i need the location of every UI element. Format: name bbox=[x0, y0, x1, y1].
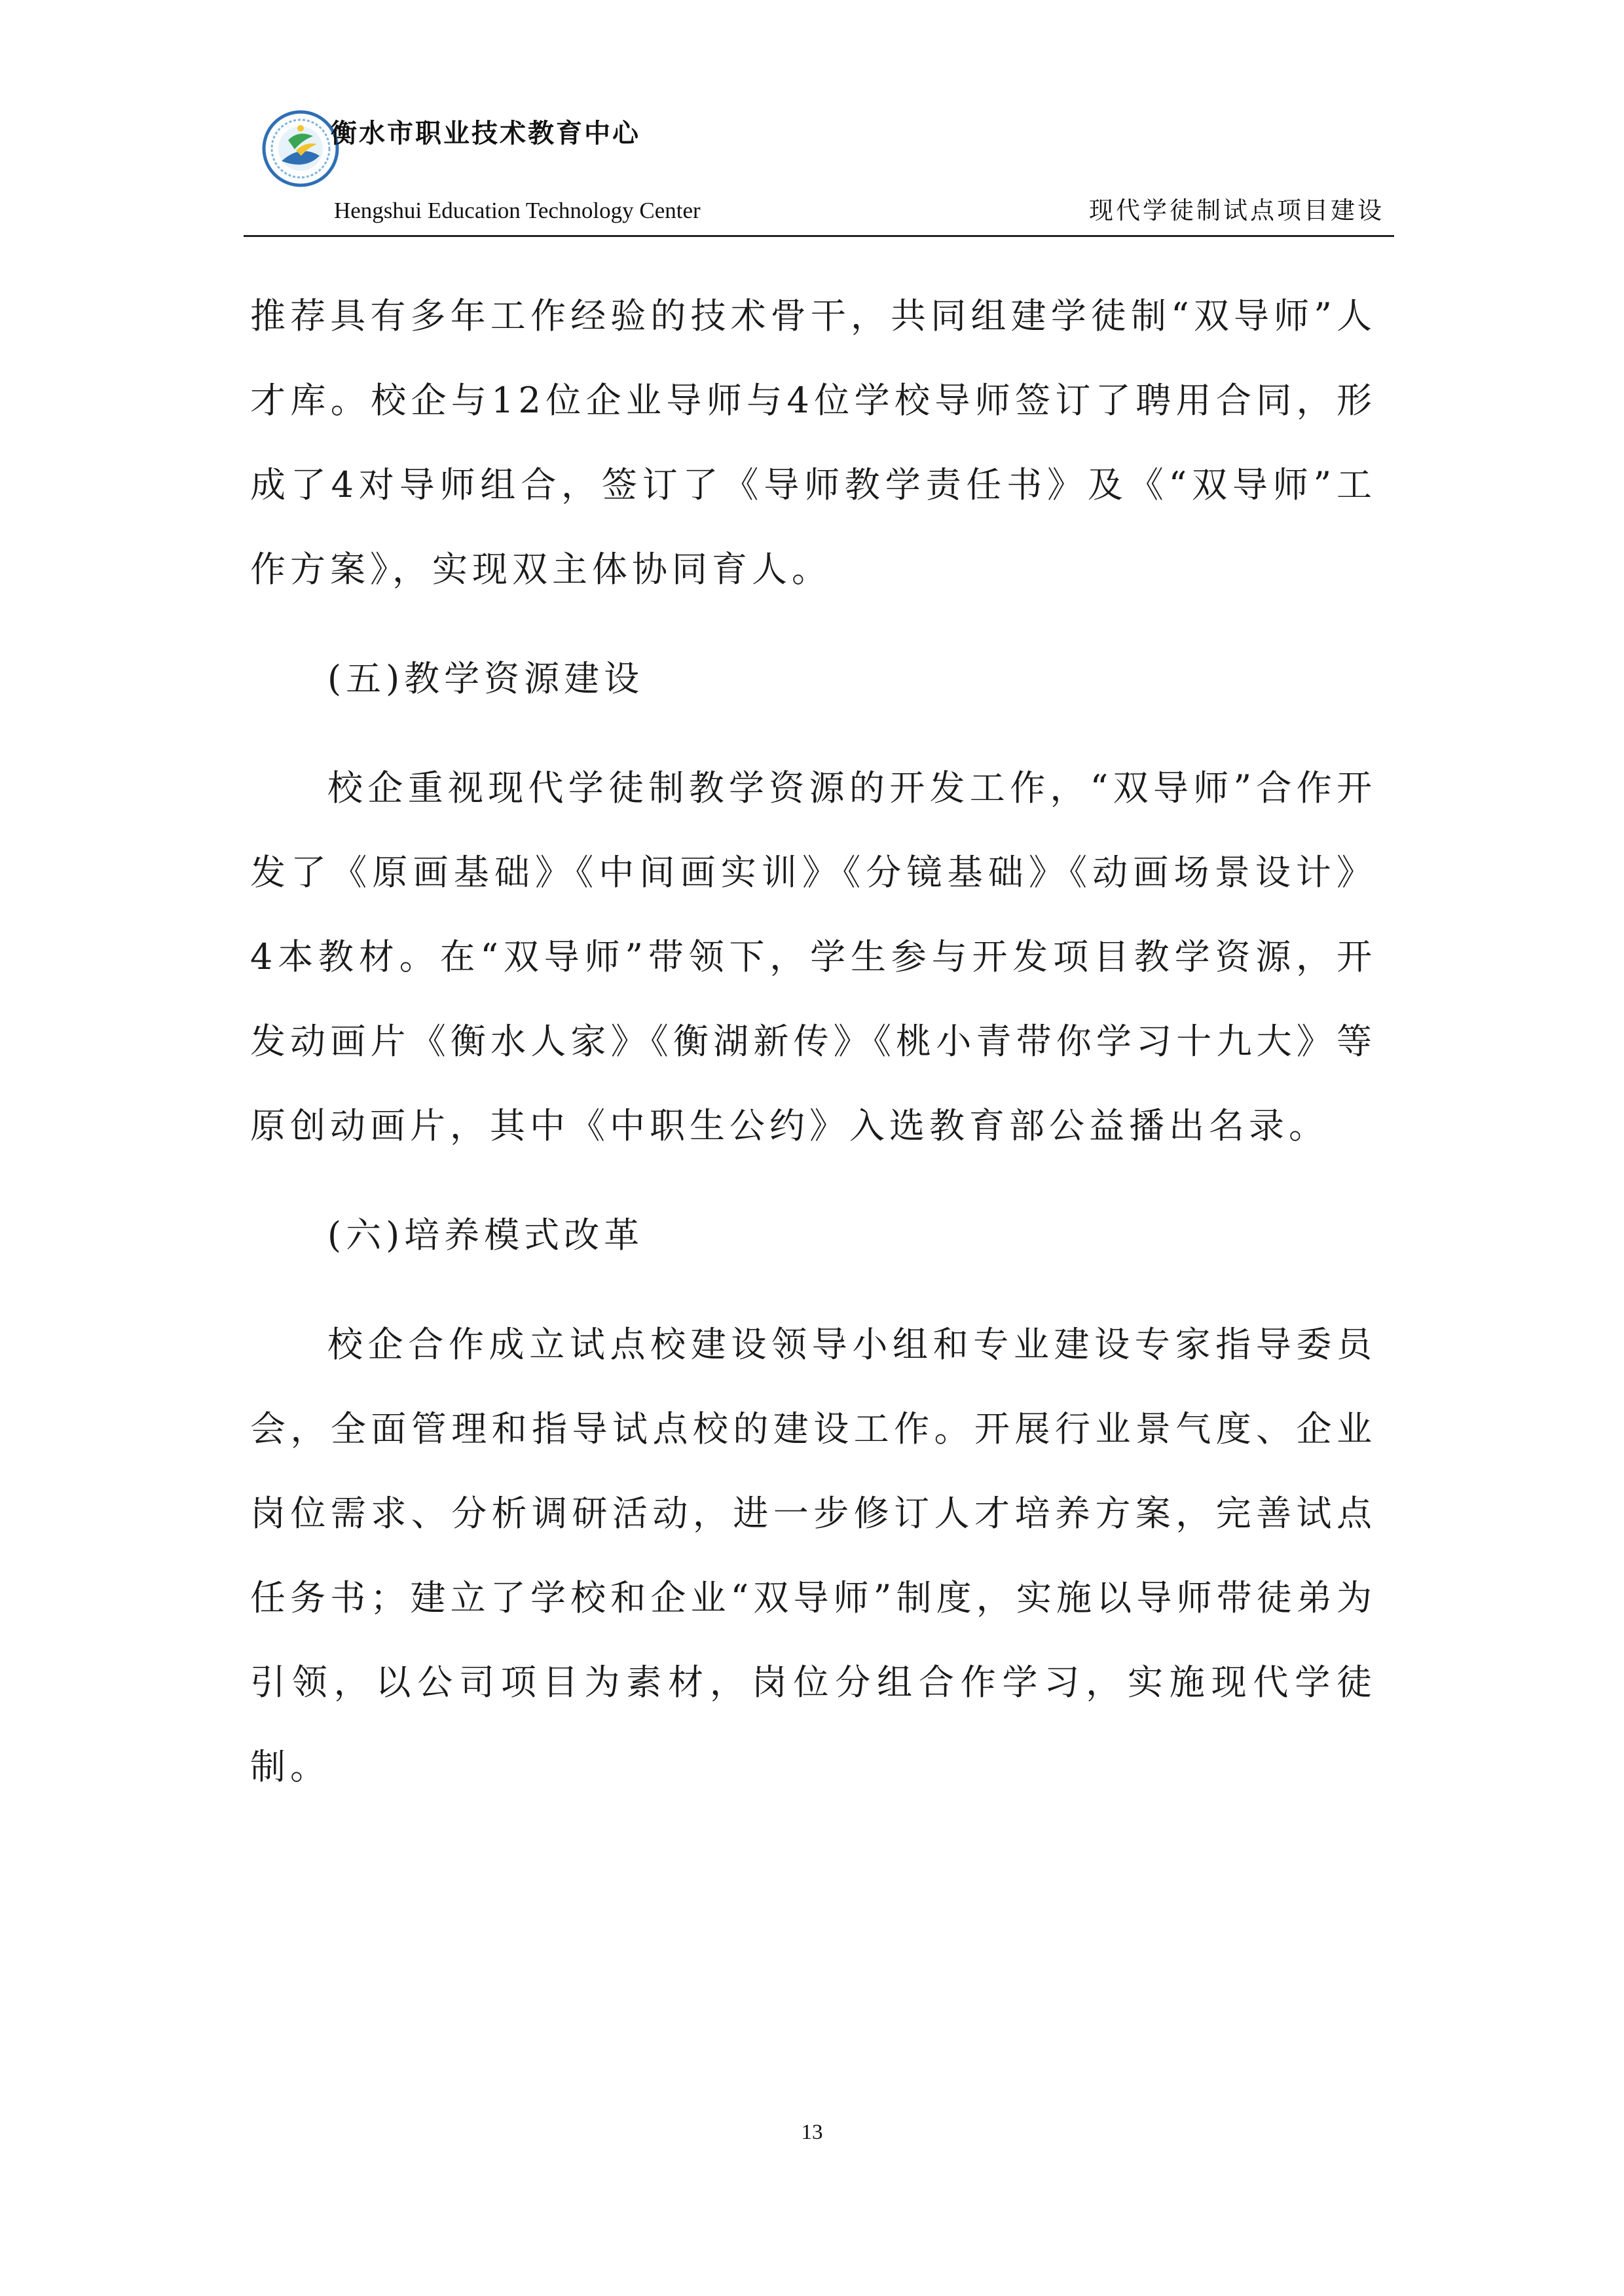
document-body bbox=[250, 274, 1376, 1809]
section-heading-training-reform: (六)培养模式改革 bbox=[327, 1214, 644, 1256]
page-number: 13 bbox=[801, 2121, 823, 2144]
header-divider bbox=[244, 235, 1394, 237]
spacer bbox=[250, 1168, 1376, 1193]
running-header-title: 现代学徒制试点项目建设 bbox=[1089, 196, 1384, 225]
organization-name: 衡水市职业技术教育中心 bbox=[331, 118, 640, 149]
spacer bbox=[250, 611, 1376, 636]
organization-name-english: Hengshui Education Technology Center bbox=[334, 198, 701, 223]
school-logo-icon bbox=[262, 110, 339, 187]
spacer bbox=[250, 1277, 1376, 1302]
paragraph-intro: 推荐具有多年工作经验的技术骨干，共同组建学徒制“双导师”人才库。校企与12位企业导师与4位学校导师签订了聘用合同，形成了4对导师组合，签订了《导师教学责任书》及《“双导师”工作方案》，实现双主体协同育人。 bbox=[250, 295, 1376, 590]
paragraph-teaching-resources: 校企重视现代学徒制教学资源的开发工作，“双导师”合作开发了《原画基础》《中间画实训》《分镜基础》《动画场景设计》4本教材。在“双导师”带领下，学生参与开发项目教学资源，开发动画片《衡水人家》《衡湖新传》《桃小青带你学习十九大》等原创动画片，其中《中职生公约》入选教育部公益播出名录。 bbox=[250, 767, 1376, 1146]
section-heading-teaching-resources: (五)教学资源建设 bbox=[327, 658, 644, 699]
spacer bbox=[250, 721, 1376, 746]
paragraph-training-reform: 校企合作成立试点校建设领导小组和专业建设专家指导委员会，全面管理和指导试点校的建设工作。开展行业景气度、企业岗位需求、分析调研活动，进一步修订人才培养方案，完善试点任务书；建立了学校和企业“双导师”制度，实施以导师带徒弟为引领，以公司项目为素材，岗位分组合作学习，实施现代学徒制。 bbox=[250, 1324, 1376, 1787]
